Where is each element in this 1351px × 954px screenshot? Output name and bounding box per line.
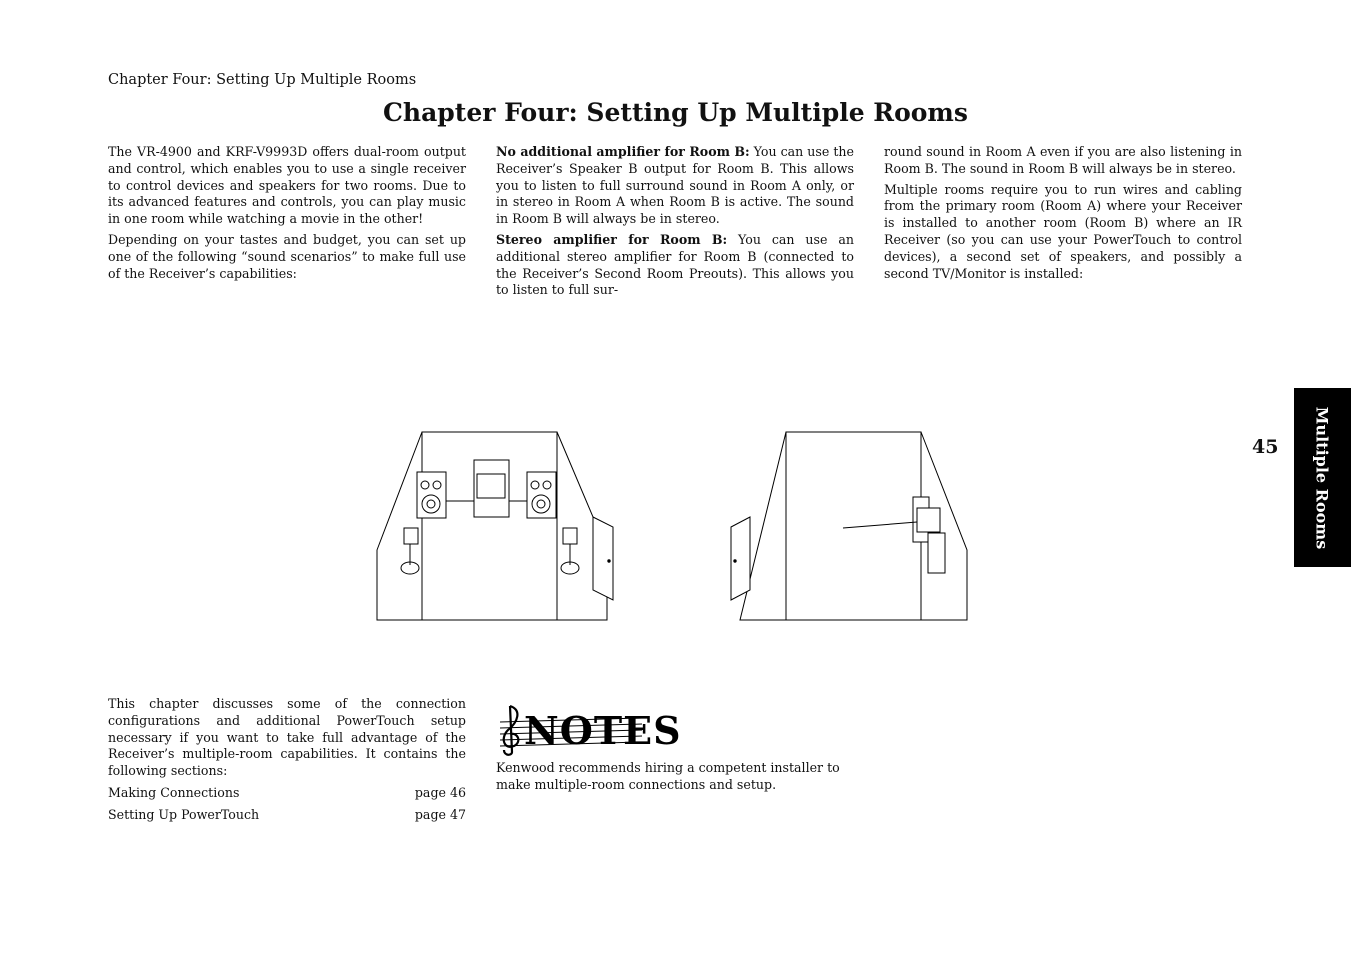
scenario-no-amplifier-text: You can use the Receiver’s Speaker B output for Room B. This allows you to listen to full surround sound in Room A only, or in stereo in Room A when Room B is active. The sound in Room B will always be in stereo.	[496, 144, 854, 227]
chapter-contents-intro: This chapter discusses some of the connection configurations and additional PowerTouch setup necessary if you want to take full advantage of the Receiver’s multiple-room capabilities. It contains the following sections:	[108, 696, 466, 779]
toc-entry-title: Setting Up PowerTouch	[108, 806, 260, 822]
room-a-illustration	[377, 432, 613, 620]
scenario-no-amplifier-label: No additional amplifier for Room B:	[496, 144, 750, 159]
intro-paragraph-2: Depending on your tastes and budget, you can set up one of the following “sound scenarios” to make full use of the Receiver’s capabilities:	[108, 231, 466, 281]
page-number: 45	[1252, 436, 1279, 458]
intro-paragraph-1: The VR-4900 and KRF-V9993D offers dual-room output and control, which enables you to use a single receiver to control devices and speakers for two rooms. Due to its advanced features and controls, you can play music in one room while watching a movie in the other!	[108, 144, 466, 227]
toc-entry-title: Making Connections	[108, 784, 240, 800]
room-b-illustration	[731, 432, 967, 620]
scenario-stereo-amplifier-label: Stereo amplifier for Room B:	[496, 231, 728, 247]
notes-logo-text: NOTES	[524, 708, 682, 753]
scenario-stereo-amplifier	[496, 232, 854, 299]
chapter-contents	[108, 696, 466, 824]
page-title: Chapter Four: Setting Up Multiple Rooms	[383, 98, 968, 127]
intro-column	[108, 144, 466, 286]
scenario-stereo-amplifier-text: You can use an additional stereo amplifier for Room B (connected to the Receiver’s Second Room Preouts). This allows you to listen to full sur-	[496, 231, 854, 298]
running-header: Chapter Four: Setting Up Multiple Rooms	[108, 72, 417, 88]
scenario-no-amplifier	[496, 144, 854, 228]
side-tab-label: Multiple Rooms	[1312, 406, 1332, 550]
continued-paragraph-1: round sound in Room A even if you are also listening in Room B. The sound in Room B will always be in stereo.	[884, 144, 1242, 176]
two-room-illustration	[370, 425, 970, 625]
notes-logo	[496, 700, 682, 755]
toc-entry[interactable]	[108, 807, 466, 824]
continued-paragraph-2: Multiple rooms require you to run wires and cabling from the primary room (Room A) where your Receiver is installed to another room (Room B) where an IR Receiver (so you can use your PowerTouch to control devices), a second set of speakers, and possibly a second TV/Monitor is installed:	[884, 181, 1242, 281]
scenarios-column	[496, 144, 854, 303]
continued-column	[884, 144, 1242, 286]
chapter-side-tab	[1294, 388, 1351, 567]
toc-entry-page: page 46	[414, 784, 466, 800]
notes-text: Kenwood recommends hiring a competent installer to make multiple-room connections and setup.	[496, 760, 840, 792]
toc-entry[interactable]	[108, 785, 466, 802]
toc-entry-page: page 47	[414, 806, 466, 822]
